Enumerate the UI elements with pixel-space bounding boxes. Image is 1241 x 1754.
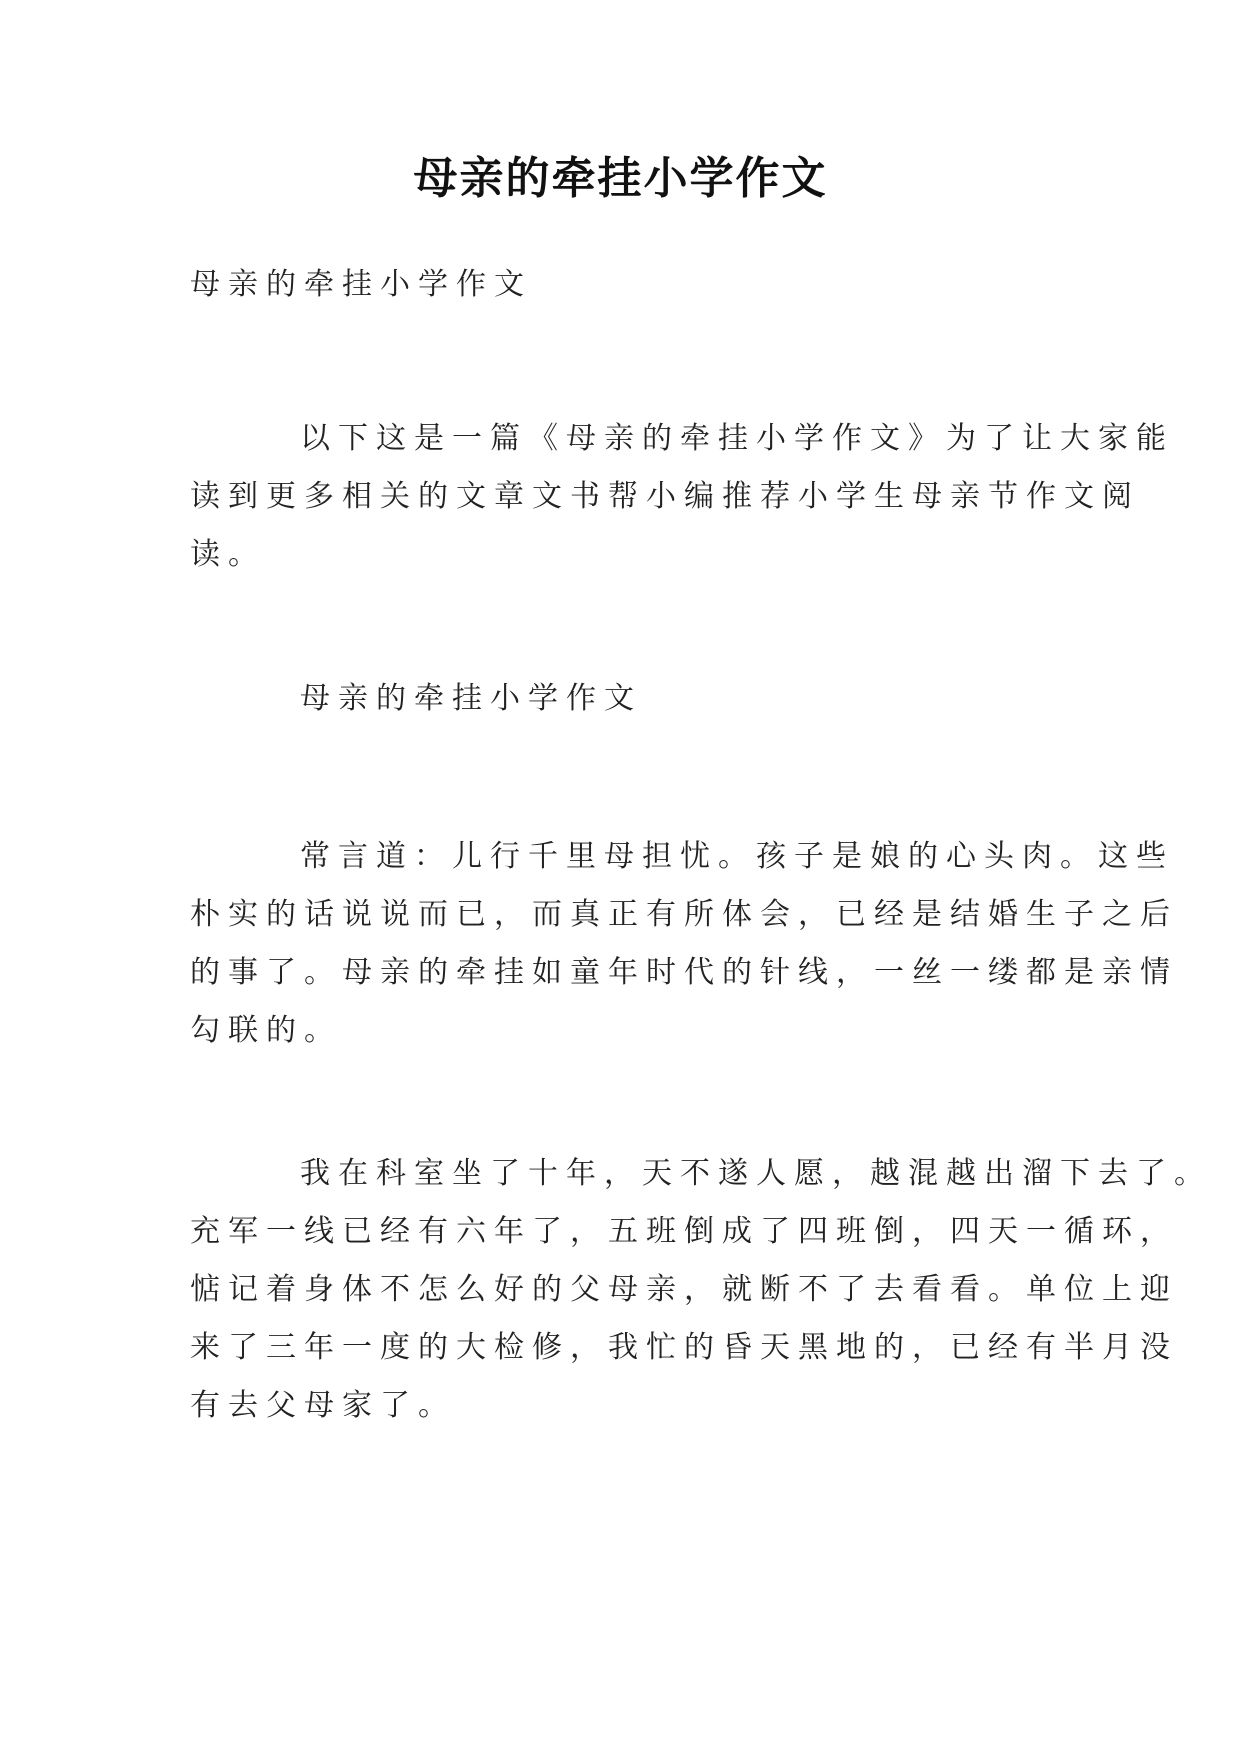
section-heading xyxy=(190,670,1060,728)
paragraph-line: 来了三年一度的大检修，我忙的昏天黑地的，已经有半月没 xyxy=(190,1330,1178,1365)
paragraph-line: 朴实的话说说而已，而真正有所体会，已经是结婚生子之后 xyxy=(190,897,1178,932)
paragraph-line: 惦记着身体不怎么好的父母亲，就断不了去看看。单位上迎 xyxy=(190,1272,1178,1307)
paragraph-line: 的事了。母亲的牵挂如童年时代的针线，一丝一缕都是亲情 xyxy=(190,955,1178,990)
paragraph-line: 常言道：儿行千里母担忧。孩子是娘的心头肉。这些 xyxy=(300,839,1174,874)
section-heading-text: 母亲的牵挂小学作文 xyxy=(300,681,642,716)
subtitle-text: 母亲的牵挂小学作文 xyxy=(190,267,532,302)
paragraph-line: 充军一线已经有六年了，五班倒成了四班倒，四天一循环， xyxy=(190,1214,1178,1249)
paragraph-line: 读。 xyxy=(190,537,266,572)
paragraph-line: 有去父母家了。 xyxy=(190,1388,456,1423)
body-paragraph-1 xyxy=(190,828,1178,1060)
paragraph-line: 以下这是一篇《母亲的牵挂小学作文》为了让大家能 xyxy=(300,421,1174,456)
paragraph-line: 勾联的。 xyxy=(190,1013,342,1048)
paragraph-line: 读到更多相关的文章文书帮小编推荐小学生母亲节作文阅 xyxy=(190,479,1140,514)
document-title: 母亲的牵挂小学作文 xyxy=(413,153,828,204)
body-paragraph-2 xyxy=(190,1145,1212,1435)
intro-paragraph xyxy=(190,410,1174,584)
paragraph-line: 我在科室坐了十年，天不遂人愿，越混越出溜下去了。 xyxy=(300,1156,1212,1191)
document-subtitle xyxy=(190,256,1060,314)
